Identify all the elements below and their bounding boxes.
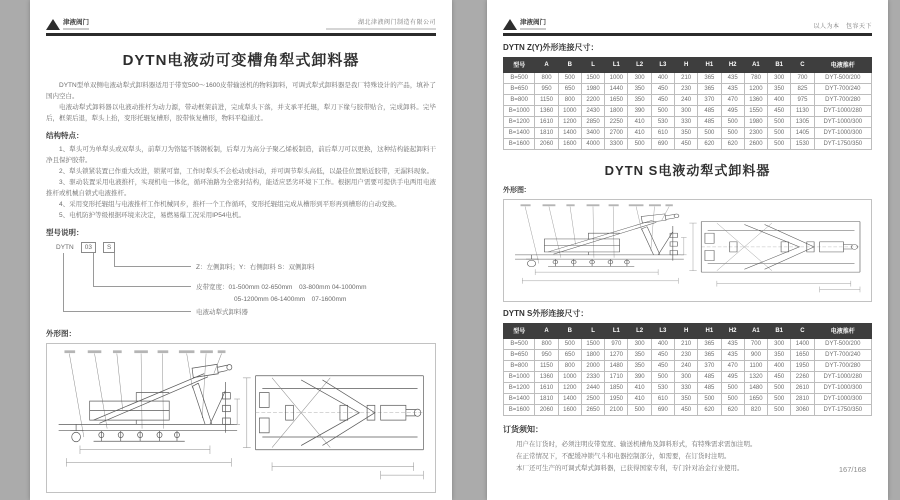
outline-drawing-side-top-view (47, 344, 435, 492)
section-title: DYTN S电液动犁式卸料器 (604, 162, 771, 178)
model-label-type: 电液动犁式卸料器 (196, 308, 248, 316)
table2-heading: DYTN S外形连接尺寸： (503, 308, 589, 318)
model-heading: 型号说明： (46, 227, 84, 237)
note-item: 本厂还可生产的可调式犁式卸料器，已获得国家专利，专门针对冶金行业使用。 (516, 464, 744, 472)
feature-item: 4、采用变形托辊组与电液推杆工作机械同步，推杆一个工作循环，变形托辊组完成从槽形到平形再到槽形的自动变换。 (59, 200, 401, 208)
company-name: 湖北津液阀门制造有限公司 (357, 20, 436, 26)
feature-item: 1、犁头可为单犁头或双犁头，前犁刀为铬锰不锈钢板制，后犁刀为高分子聚乙烯板制造，前后犁刀可以更换，这种结构能起卸料干净且保护胶带。 (46, 145, 436, 164)
model-code-side: S (103, 242, 115, 253)
page-header (46, 10, 436, 30)
outline-drawing-side-top-view (504, 200, 871, 301)
model-label-width-1: 皮带宽度：01-500mm 02-650mm 03-800mm 04-1000mm (196, 283, 367, 291)
model-prefix: DYTN (56, 243, 74, 251)
outline-heading: 外形图: (503, 186, 527, 194)
catalog-page-left (30, 0, 452, 500)
logo-text: 津液阀门 (63, 19, 89, 27)
outline-heading: 外形图： (46, 328, 76, 338)
logo-text: 津液阀门 (520, 19, 546, 27)
logo-subtext-bar (520, 28, 546, 30)
logo-triangle-icon (503, 19, 517, 30)
dimension-table-s: 型号 A B L L1 L2 L3 H H1 H2 A1 B1 C 电液推杆 B=500 800 500 1500 970 300 400 210 365 435 700 300 1400 DYT-500/200 B=650 950 650 1800 1270 350 450 230 365 435 900 350 1650 DYT-700/240 B=800 1150 800 2000 1480 350 450 240 370 470 1100 400 1950 DYT-700/280 B=1000 1360 1000 2330 1710 390 500 300 485 495 1320 450 2260 DYT-1000/280 B=1200 1610 1200 2440 1850 410 530 330 485 500 1480 500 2610 DYT-1000/300 B=1400 1810 1400 2500 1950 410 610 350 500 500 1650 500 2810 DYT-1000/300 B=1600 2060 1600 2650 2100 500 690 450 620 620 820 500 3060 DYT-1750/350 (503, 323, 872, 416)
model-code-diagram (46, 242, 436, 322)
feature-item: 3、驱动装置采用电液推杆，实现机电一体化，循环油路为全密封结构，能适应恶劣环境下工作。根据用户需要可提供手电两用电液推杆或机械自锁式电液推杆。 (46, 178, 436, 197)
model-label-width-2: 05-1200mm 06-1400mm 07-1600mm (234, 295, 347, 303)
feature-item: 2、犁头锁紧装置已作重大改进，锁紧可靠，工作时犁头不会松动或抖动，并可调节犁头高低，以最佳位置贴近胶带，无漏料现象。 (59, 167, 434, 175)
logo-subtext-bar (63, 28, 89, 30)
page-header (503, 10, 872, 30)
note-item: 在正常情况下，不配缓冲锁气斗和电器控制部分，如需要，在订货时注明。 (516, 452, 731, 460)
model-code-width: 03 (81, 242, 96, 253)
company-logo (503, 19, 546, 30)
company-subtext-bar (326, 28, 436, 30)
features-heading: 结构特点： (46, 130, 84, 140)
catalog-page-right (487, 0, 888, 500)
model-label-discharge: Z：左侧卸料；Y：右侧卸料 S：双侧卸料 (196, 263, 315, 271)
page-number: 167/168 (838, 465, 866, 474)
header-rule (503, 33, 872, 36)
outline-drawing-box (503, 199, 872, 302)
outline-drawing-box (46, 343, 436, 493)
header-rule (46, 33, 436, 36)
logo-triangle-icon (46, 19, 60, 30)
feature-item: 5、电机防护等级根据环境来决定，易燃易爆工况采用IP54电机。 (59, 211, 245, 219)
company-slogan: 以人为本 包容天下 (813, 24, 872, 30)
company-logo (46, 19, 89, 30)
intro-paragraph: DYTN型单双侧电液动犁式卸料器适用于带宽500～1600皮带输送机的物料卸料，可调式犁式卸料器是我厂特殊设计的产品，填补了国内空白。 (46, 81, 436, 100)
notes-heading: 订货须知： (503, 424, 543, 434)
dimension-table-zy: 型号 A B L L1 L2 L3 H H1 H2 A1 B1 C 电液推杆 B=500 800 500 1500 1000 300 400 210 365 435 780 300 700 DYT-500/200 B=650 950 650 1980 1440 350 450 230 365 435 1200 350 825 DYT-700/240 B=800 1150 800 2200 1650 350 450 240 370 470 1360 400 975 DYT-700/280 B=1000 1360 1000 2430 1800 390 500 300 485 495 1550 450 1130 DYT-1000/280 B=1200 1610 1200 2850 2250 410 530 330 485 500 1980 500 1305 DYT-1000/300 B=1400 1810 1400 3400 2700 410 610 350 500 500 2300 500 1405 DYT-1000/300 B=1600 2060 1600 4000 3300 500 690 450 620 620 2600 500 1530 DYT-1750/350 (503, 57, 872, 150)
page-title: DYTN电液动可变槽角犁式卸料器 (122, 51, 360, 69)
intro-paragraph: 电液动犁式卸料器以电液动推杆为动力源，带动框架前进，完成犁头下落，并支承平托辊，犁刀下缘与胶带贴合，完成卸料。完毕后，框架后退，犁头上抬，变形托辊复槽形，胶带恢复槽形，物料平稳通过。 (46, 103, 436, 122)
note-item: 用户在订货时，必须注明皮带宽度、输送机槽角及卸料形式，有特殊需求需加注明。 (516, 440, 757, 448)
table1-heading: DYTN Z(Y)外形连接尺寸： (503, 42, 599, 52)
